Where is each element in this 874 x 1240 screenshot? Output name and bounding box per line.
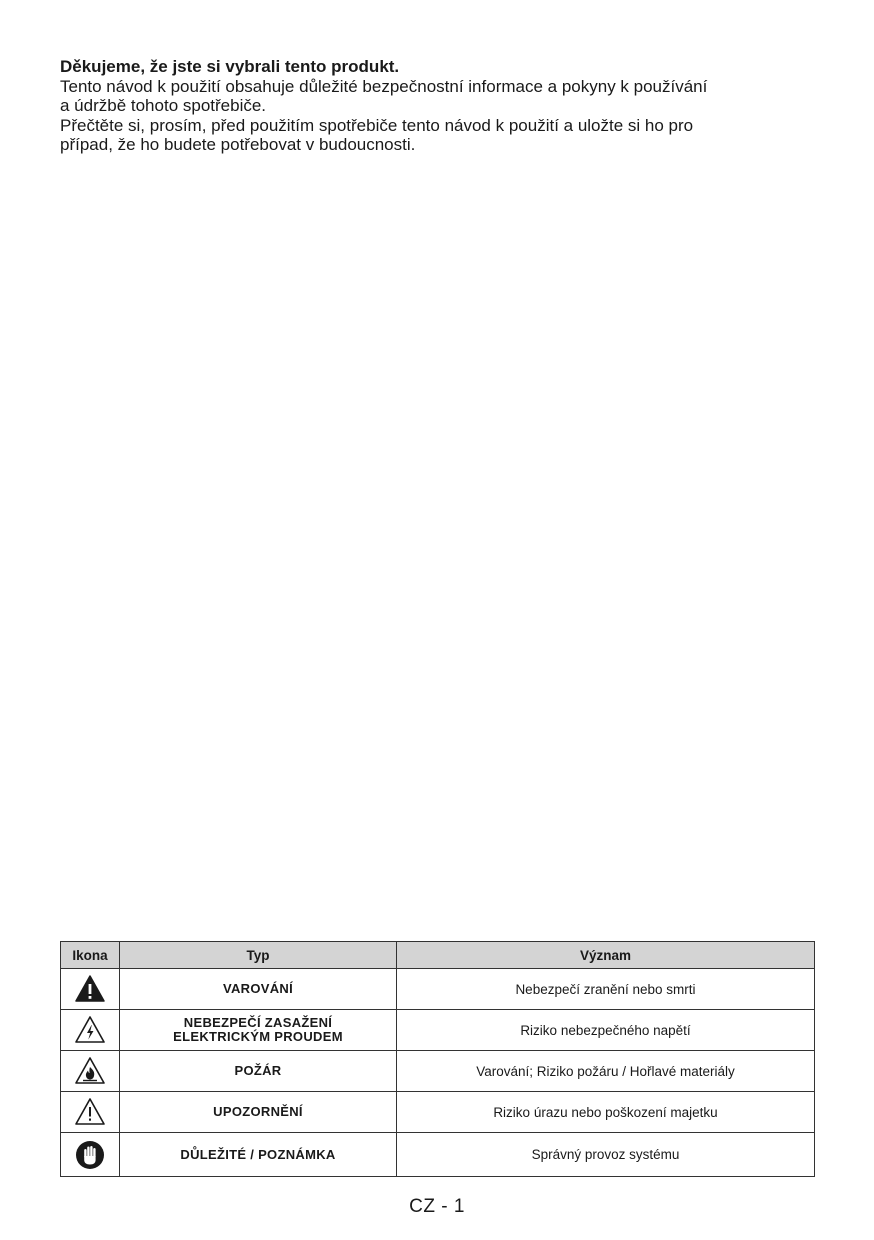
type-label: NEBEZPEČÍ ZASAŽENÍ [183,1015,333,1030]
meaning-cell: Riziko nebezpečného napětí [397,1010,815,1051]
table-row [61,1010,815,1051]
type-cell [120,1010,397,1051]
intro-line-3: Přečtěte si, prosím, před použitím spotřebiče tento návod k použití a uložte si ho pro [60,115,694,135]
intro-line-2: a údržbě tohoto spotřebiče. [60,96,267,115]
caution-icon [74,1096,106,1128]
table-row [61,1092,815,1133]
table-row [61,1051,815,1092]
intro-line-1: Tento návod k použití obsahuje důležité bezpečnostní informace a pokyny k používání [60,76,708,96]
type-label-line-2: ELEKTRICKÝM PROUDEM [173,1029,343,1044]
type-cell [120,1092,397,1133]
icon-cell [61,1010,120,1051]
type-cell [120,969,397,1010]
safety-symbols-table [60,941,815,1177]
type-label: UPOZORNĚNÍ [213,1104,303,1119]
fire-icon [74,1055,106,1087]
electric-shock-icon [74,1014,106,1046]
page-number: CZ - 1 [409,1196,465,1217]
warning-filled-icon [74,973,106,1005]
header-type: Typ [120,942,397,969]
header-icon: Ikona [61,942,120,969]
meaning-cell: Varování; Riziko požáru / Hořlavé materiály [397,1051,815,1092]
table-row [61,969,815,1010]
type-label: POŽÁR [234,1063,282,1078]
meaning-cell: Správný provoz systému [397,1133,815,1177]
hand-stop-icon [74,1139,106,1171]
type-label: DŮLEŽITÉ / POZNÁMKA [180,1146,336,1162]
type-cell [120,1051,397,1092]
type-label: VAROVÁNÍ [222,981,294,996]
icon-cell [61,969,120,1010]
intro-text-block [60,57,800,155]
icon-cell [61,1092,120,1133]
table-header-row [61,942,815,969]
icon-cell [61,1051,120,1092]
header-meaning: Význam [397,942,815,969]
table-row [61,1133,815,1177]
type-cell [120,1133,397,1177]
intro-line-4: případ, že ho budete potřebovat v budoucnosti. [60,135,416,154]
meaning-cell: Nebezpečí zranění nebo smrti [397,969,815,1010]
meaning-cell: Riziko úrazu nebo poškození majetku [397,1092,815,1133]
intro-heading: Děkujeme, že jste si vybrali tento produkt. [60,57,400,76]
icon-cell [61,1133,120,1177]
